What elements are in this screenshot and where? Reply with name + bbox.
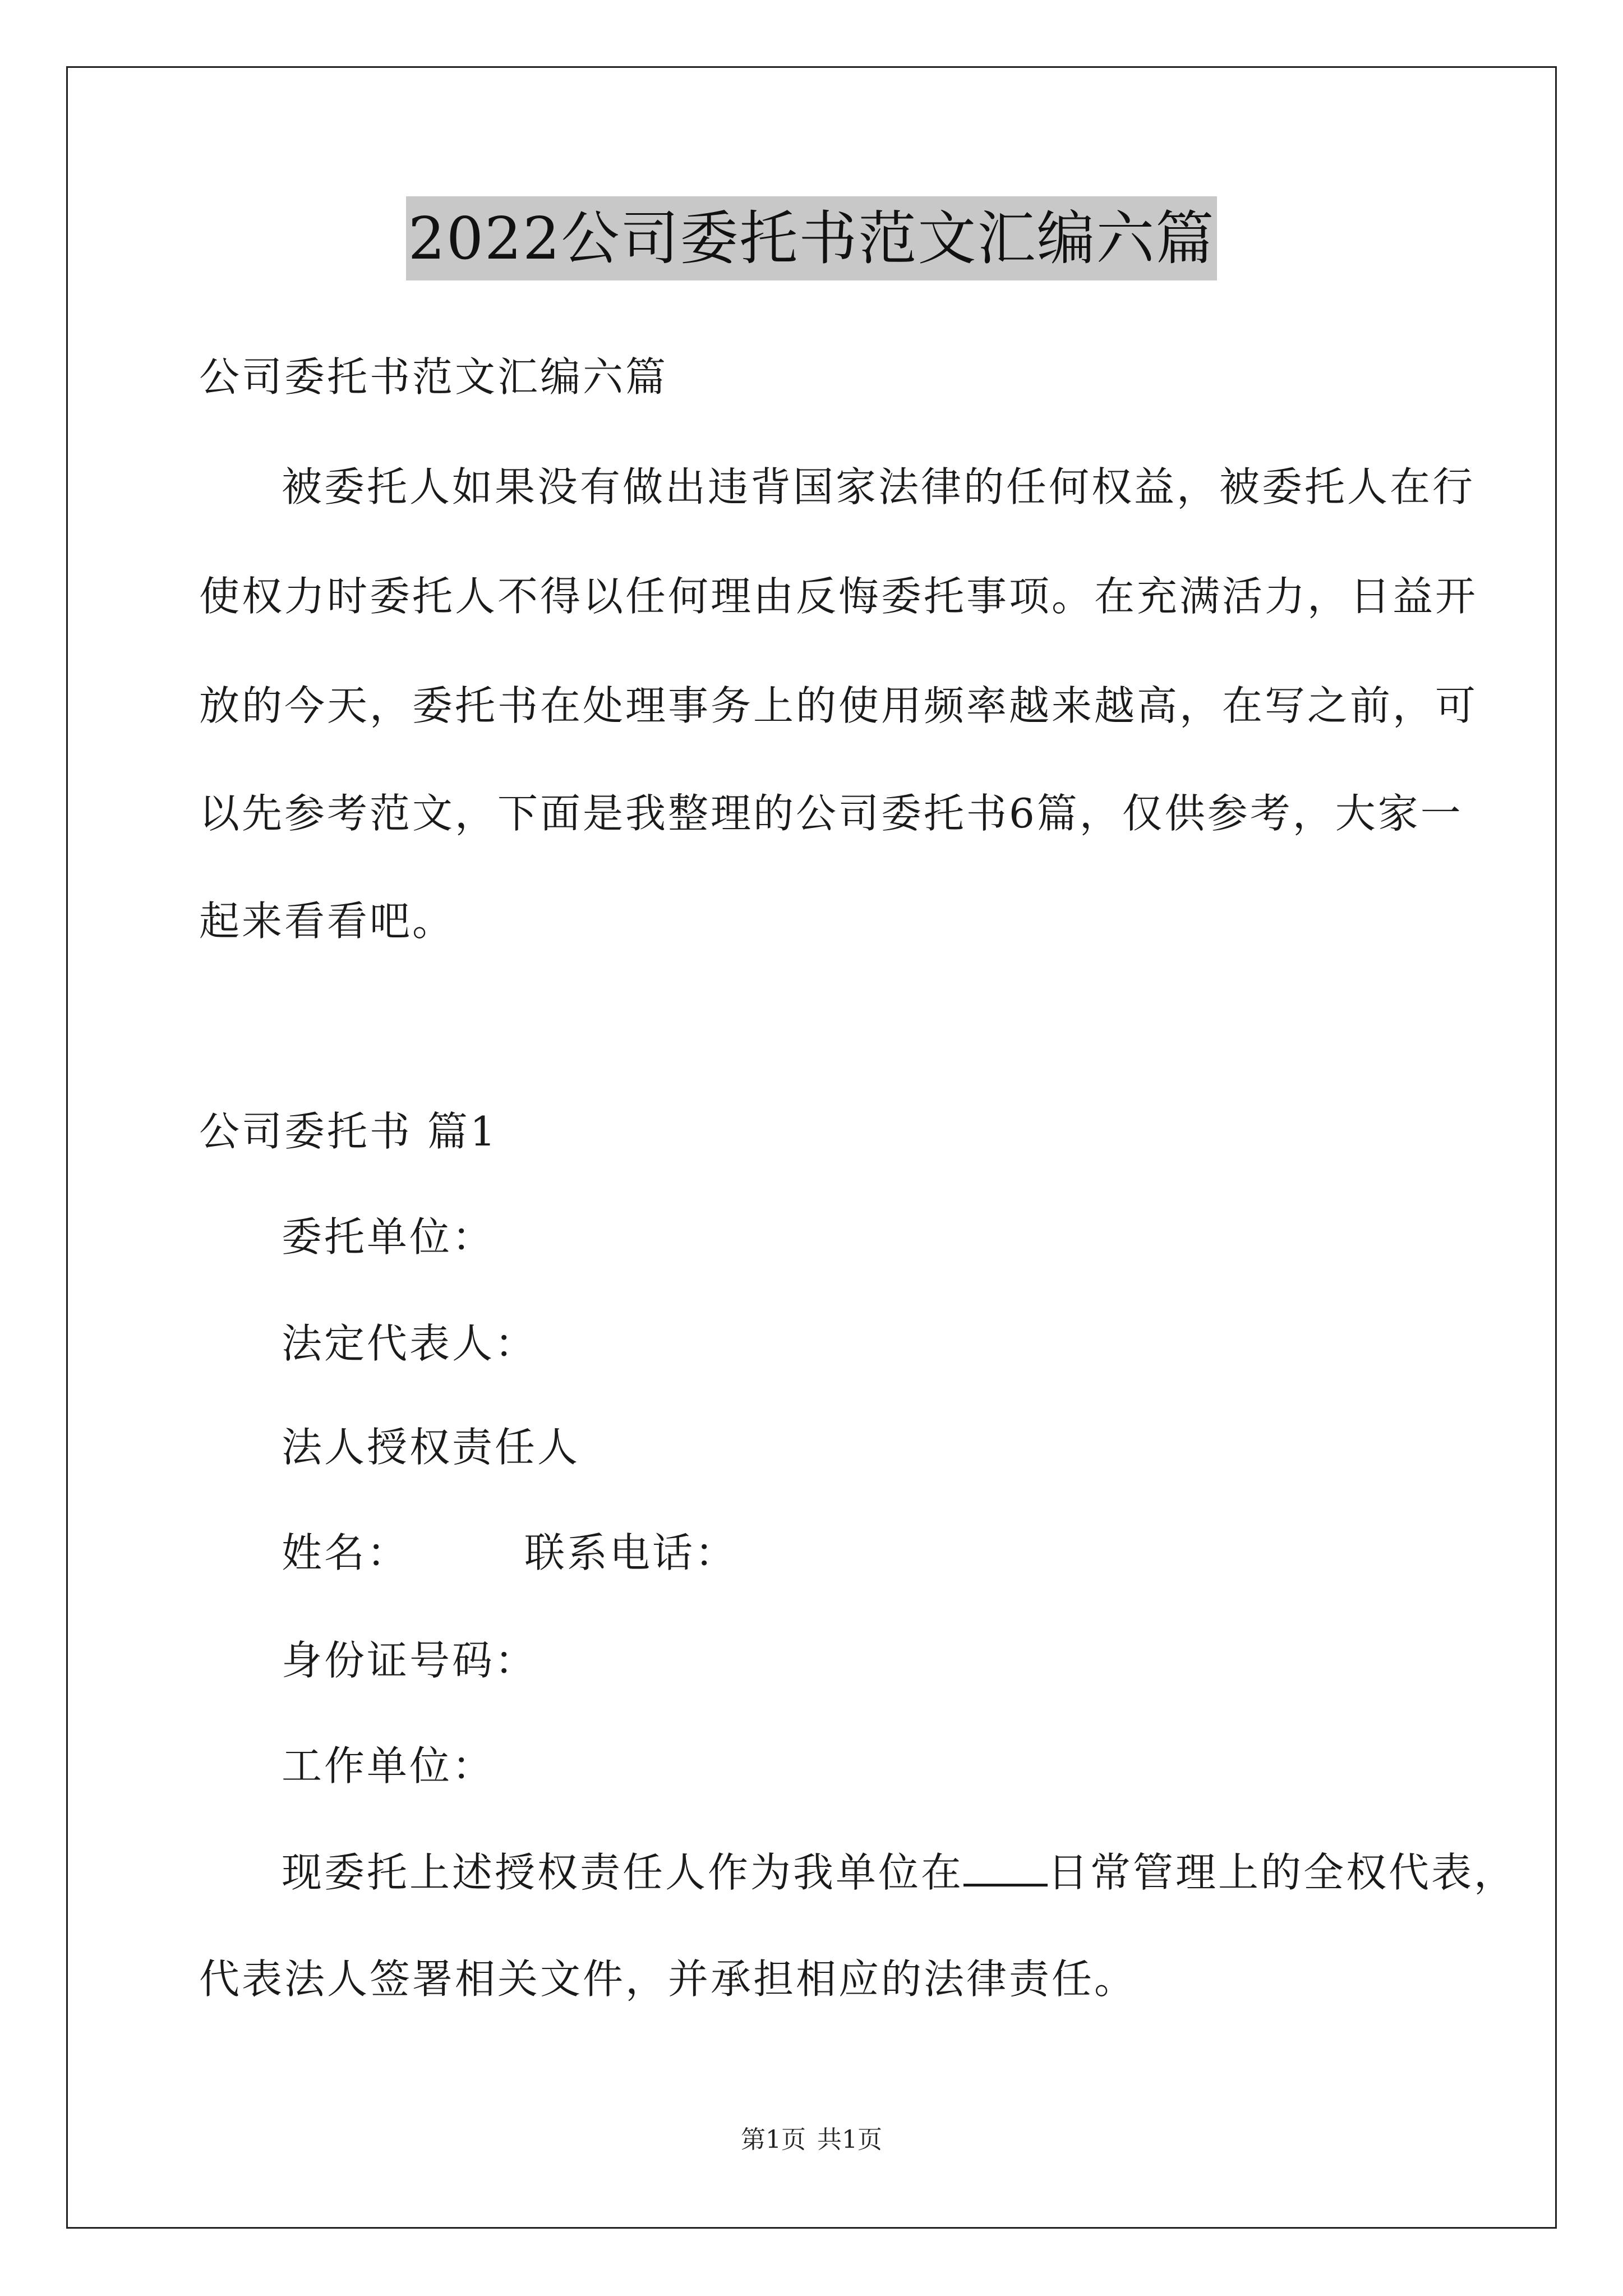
intro-line-2: 使权力时委托人不得以任何理由反悔委托事项。在充满活力，日益开 xyxy=(199,573,1478,620)
intro-line-5: 起来看看吧。 xyxy=(199,898,455,945)
page-footer xyxy=(0,2123,1623,2157)
page-total: 共1页 xyxy=(817,2125,882,2154)
intro-line-1: 被委托人如果没有做出违背国家法律的任何权益，被委托人在行 xyxy=(282,463,1476,510)
field-entrusting-unit: 委托单位： xyxy=(282,1213,495,1260)
entrust-text-before: 现委托上述授权责任人作为我单位在 xyxy=(282,1849,964,1896)
field-name-phone-row xyxy=(282,1525,737,1581)
fill-in-blank xyxy=(963,1850,1048,1887)
document-title: 2022公司委托书范文汇编六篇 xyxy=(406,196,1218,280)
page-current: 第1页 xyxy=(741,2125,806,2154)
field-name: 姓名： xyxy=(282,1529,410,1576)
document-subtitle: 公司委托书范文汇编六篇 xyxy=(199,353,668,401)
intro-line-3: 放的今天，委托书在处理事务上的使用频率越来越高，在写之前，可 xyxy=(199,682,1478,729)
title-container xyxy=(0,196,1623,280)
section-heading: 公司委托书 篇1 xyxy=(199,1108,498,1155)
entrust-line-2: 代表法人签署相关文件，并承担相应的法律责任。 xyxy=(199,1955,1137,2003)
intro-line-4: 以先参考范文，下面是我整理的公司委托书6篇，仅供参考，大家一 xyxy=(199,790,1463,837)
field-id-number: 身份证号码： xyxy=(282,1637,538,1684)
field-work-unit: 工作单位： xyxy=(282,1742,495,1789)
field-phone: 联系电话： xyxy=(524,1529,738,1576)
entrust-text-after: 日常管理上的全权代表， xyxy=(1048,1849,1517,1896)
field-authorized-person: 法人授权责任人 xyxy=(282,1424,580,1471)
field-legal-representative: 法定代表人： xyxy=(282,1320,538,1367)
entrust-line-1 xyxy=(282,1844,1516,1901)
